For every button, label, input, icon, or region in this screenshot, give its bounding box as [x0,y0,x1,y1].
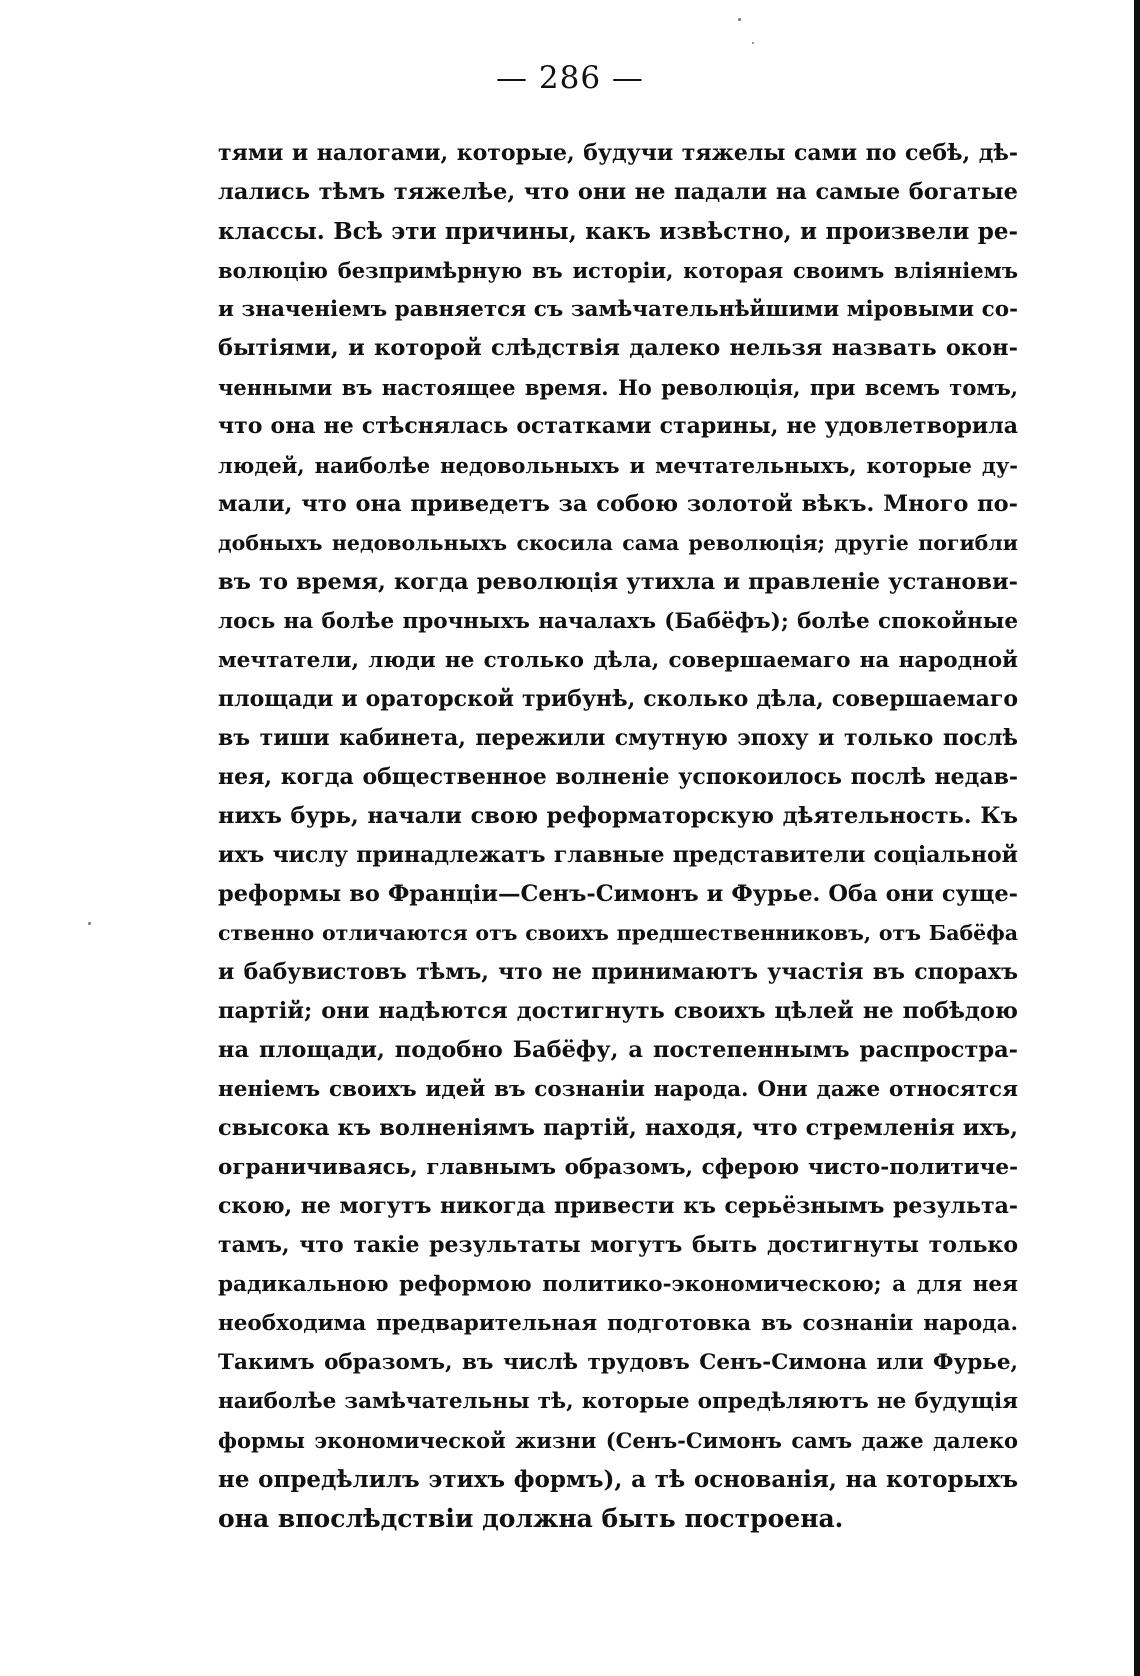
text-line: мечтатели, люди не столько дѣла, совершаемаго на народной [218,648,1018,673]
text-line: нихъ бурь, начали свою реформаторскую дѣятельность. Къ [218,803,1018,829]
text-line: Такимъ образомъ, въ числѣ трудовъ Сенъ-Симона или Фурье, [218,1350,1018,1375]
scan-edge-border [1134,0,1140,1676]
scan-speck [738,18,741,21]
text-line: нея, когда общественное волненіе успокоилось послѣ недав- [218,764,1018,790]
text-line: тамъ, что такіе результаты могутъ быть достигнуты только [218,1232,1018,1258]
text-line: необходима предварительная подготовка въ сознаніи народа. [218,1311,1018,1336]
body-text [218,134,1018,1538]
text-line: она впослѣдствіи должна быть построена. [218,1504,844,1533]
text-line: ихъ числу принадлежатъ главные представители соціальной [218,842,1018,868]
text-line: партій; они надѣются достигнуть своихъ цѣлей не побѣдою [218,998,1018,1024]
text-line: наиболѣе замѣчательны тѣ, которые опредѣляютъ не будущія [218,1389,1018,1414]
text-line: классы. Всѣ эти причины, какъ извѣстно, и произвели ре- [218,218,1018,245]
text-line: и значеніемъ равняется съ замѣчательнѣйшими міровыми со- [218,297,1018,322]
page-number: — 286 — [496,60,644,96]
text-line: ственно отличаются отъ своихъ предшественниковъ, отъ Бабёфа [218,921,1018,945]
text-line: въ тиши кабинета, пережили смутную эпоху и только послѣ [218,725,1018,751]
text-line: ограничиваясь, главнымъ образомъ, сферою чисто-политиче- [218,1155,1018,1180]
text-line: въ то время, когда революція утихла и правленіе установи- [218,569,1018,595]
text-line: волюцію безпримѣрную въ исторіи, которая своимъ вліяніемъ [218,258,1018,283]
text-line: людей, наиболѣе недовольныхъ и мечтательныхъ, которые ду- [218,453,1018,478]
text-line: лось на болѣе прочныхъ началахъ (Бабёфъ); болѣе спокойные [218,609,1018,634]
text-line: мали, что она приведетъ за собою золотой вѣкъ. Много по- [218,491,1018,517]
text-line: площади и ораторской трибунѣ, сколько дѣла, совершаемаго [218,686,1018,712]
text-line: неніемъ своихъ идей въ сознаніи народа. Они даже относятся [218,1077,1018,1102]
text-line: реформы во Франціи—Сенъ-Симонъ и Фурье. Оба они суще- [218,881,1018,907]
text-line: ченными въ настоящее время. Но революція, при всемъ томъ, [218,375,1018,400]
text-line: и бабувистовъ тѣмъ, что не принимаютъ участія въ спорахъ [218,959,1018,985]
text-line: радикальною реформою политико-экономическою; а для нея [218,1272,1018,1297]
text-line: формы экономической жизни (Сенъ-Симонъ самъ даже далеко [218,1428,1018,1453]
text-line: скою, не могутъ никогда привести къ серьёзнымъ результа- [218,1193,1018,1219]
text-line: добныхъ недовольныхъ скосила сама революція; другіе погибли [218,531,1018,555]
text-line: не опредѣлилъ этихъ формъ), а тѣ основанія, на которыхъ [218,1466,1018,1493]
text-line: бытіями, и которой слѣдствія далеко нельзя назвать окон- [218,335,1018,361]
text-line: свысока къ волненіямъ партій, находя, что стремленія ихъ, [218,1115,1018,1141]
text-line: что она не стѣснялась остатками старины, не удовлетворила [218,413,1018,439]
scan-speck [88,922,91,925]
scan-speck [752,42,754,44]
text-line: на площади, подобно Бабёфу, а постепеннымъ распростра- [218,1037,1018,1063]
text-line: лались тѣмъ тяжелѣе, что они не падали на самые богатые [218,179,1018,205]
text-line: тями и налогами, которые, будучи тяжелы сами по себѣ, дѣ- [218,140,1018,166]
